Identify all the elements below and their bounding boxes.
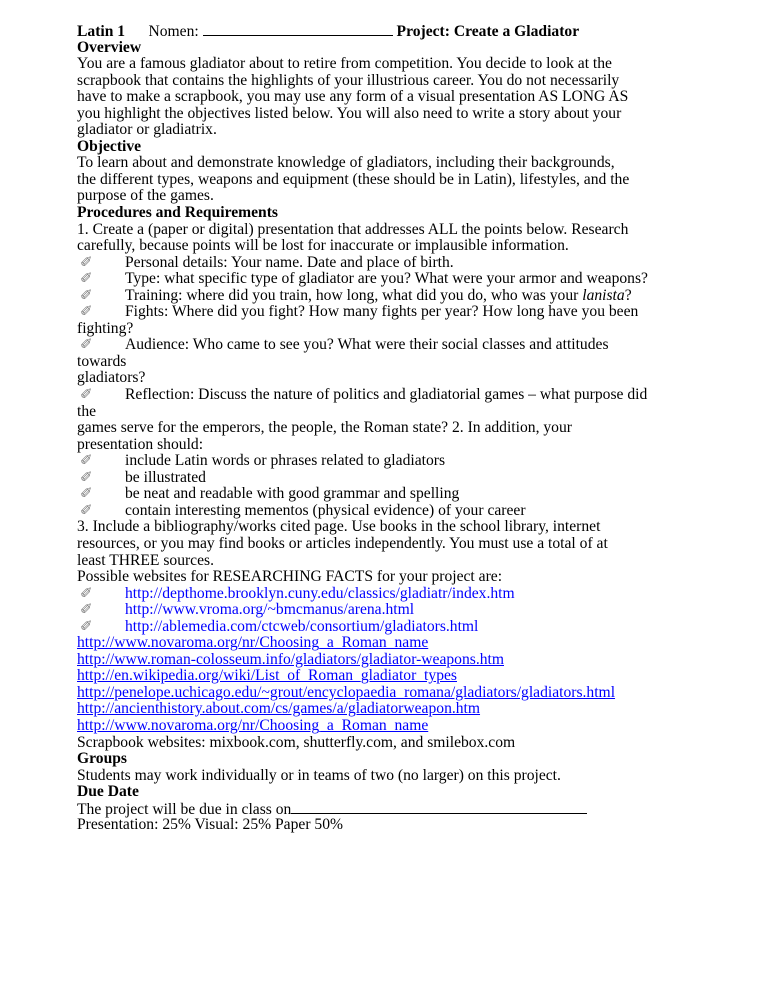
- link[interactable]: http://depthome.brooklyn.cuny.edu/classics/gladiatr/index.htm: [125, 584, 515, 602]
- paragraph-line: resources, or you may find books or articles independently. You must use a total of at: [77, 534, 608, 552]
- link-line: [77, 668, 757, 685]
- bullet-text: contain interesting mementos (physical evidence) of your career: [125, 501, 526, 519]
- bullet-text: be neat and readable with good grammar and spelling: [125, 485, 460, 503]
- bullet-text: include Latin words or phrases related to gladiators: [125, 452, 446, 470]
- link[interactable]: http://www.vroma.org/~bmcmanus/arena.html: [125, 601, 415, 619]
- bullet-text: be illustrated: [125, 468, 206, 486]
- pencil-bullet-icon: ✐: [80, 469, 93, 486]
- pencil-bullet-icon: ✐: [80, 387, 93, 404]
- pencil-bullet-icon: ✐: [80, 337, 93, 354]
- paragraph-line: You are a famous gladiator about to retire from competition. You decide to look at the: [77, 55, 612, 73]
- link[interactable]: http://en.wikipedia.org/wiki/List_of_Roman_gladiator_types: [77, 667, 457, 685]
- paragraph-line: towards: [77, 352, 127, 370]
- document-body: [77, 23, 757, 834]
- bullet-text: Type: what specific type of gladiator are you? What were your armor and weapons?: [125, 270, 648, 288]
- link[interactable]: http://www.roman-colosseum.info/gladiators/gladiator-weapons.htm: [77, 650, 504, 668]
- paragraph-line: gladiators?: [77, 369, 146, 387]
- paragraph-line: you highlight the objectives listed below. You will also need to write a story about your: [77, 104, 622, 122]
- section-heading: Objective: [77, 137, 142, 155]
- link-line: [77, 635, 757, 652]
- due-date-blank[interactable]: [291, 801, 587, 814]
- link[interactable]: http://penelope.uchicago.edu/~grout/encyclopaedia_romana/gladiators/gladiators.html: [77, 683, 616, 701]
- pencil-bullet-icon: ✐: [80, 585, 93, 602]
- bullet-text: Personal details: Your name. Date and place of birth.: [125, 253, 454, 271]
- name-blank[interactable]: [203, 23, 393, 36]
- due-date-label: The project will be due in class on: [77, 800, 292, 818]
- paragraph-line: 1. Create a (paper or digital) presentation that addresses ALL the points below. Research: [77, 220, 629, 238]
- paragraph-line: have to make a scrapbook, you may use any form of a visual presentation AS LONG AS: [77, 88, 629, 106]
- paragraph-line: the: [77, 402, 97, 420]
- bullet-item: [77, 586, 757, 603]
- pencil-bullet-icon: ✐: [80, 287, 93, 304]
- paragraph-line: Scrapbook websites: mixbook.com, shutterfly.com, and smilebox.com: [77, 733, 516, 751]
- bullet-item: [77, 453, 757, 470]
- pencil-bullet-icon: ✐: [80, 453, 93, 470]
- paragraph-line: purpose of the games.: [77, 187, 214, 205]
- paragraph-line: gladiator or gladiatrix.: [77, 121, 217, 139]
- bullet-item: [77, 619, 757, 636]
- bullet-item: [77, 288, 757, 305]
- bullet-item: [77, 503, 757, 520]
- italic-term: lanista: [582, 286, 625, 304]
- course-label: Latin 1: [77, 23, 126, 40]
- bullet-text: Audience: Who came to see you? What were their social classes and attitudes: [125, 336, 609, 354]
- bullet-text-end: ?: [624, 286, 632, 304]
- pencil-bullet-icon: ✐: [80, 271, 93, 288]
- section-heading: Due Date: [77, 783, 139, 801]
- pencil-bullet-icon: ✐: [80, 618, 93, 635]
- paragraph-line: carefully, because points will be lost for inaccurate or implausible information.: [77, 237, 569, 255]
- pencil-bullet-icon: ✐: [80, 304, 93, 321]
- link-line: [77, 718, 757, 735]
- bullet-item: [77, 486, 757, 503]
- bullet-item: [77, 602, 757, 619]
- due-date-line: [77, 801, 757, 818]
- pencil-bullet-icon: ✐: [80, 486, 93, 503]
- paragraph-line: Students may work individually or in teams of two (no larger) on this project.: [77, 766, 561, 784]
- section-heading: Procedures and Requirements: [77, 204, 278, 222]
- paragraph-line: To learn about and demonstrate knowledge of gladiators, including their backgrounds,: [77, 154, 615, 172]
- bullet-text: Training: where did you train, how long, what did you do, who was your: [125, 286, 583, 304]
- paragraph-line: scrapbook that contains the highlights of your illustrious career. You do not necessarily: [77, 71, 620, 89]
- bullet-item: [77, 387, 757, 404]
- header-line: [77, 23, 757, 40]
- paragraph-line: the different types, weapons and equipment (these should be in Latin), lifestyles, and the: [77, 170, 630, 188]
- paragraph-line: presentation should:: [77, 435, 204, 453]
- bullet-text: Reflection: Discuss the nature of politics and gladiatorial games – what purpose did: [125, 386, 648, 404]
- bullet-item: [77, 304, 757, 321]
- paragraph-line: games serve for the emperors, the people, the Roman state? 2. In addition, your: [77, 419, 572, 437]
- link[interactable]: http://ablemedia.com/ctcweb/consortium/gladiators.html: [125, 617, 479, 635]
- link-line: [77, 685, 757, 702]
- bullet-item: [77, 271, 757, 288]
- link-line: [77, 701, 757, 718]
- pencil-bullet-icon: ✐: [80, 254, 93, 271]
- project-title: Project: Create a Gladiator: [396, 23, 580, 40]
- bullet-item: [77, 255, 757, 272]
- section-heading: Groups: [77, 750, 127, 768]
- pencil-bullet-icon: ✐: [80, 602, 93, 619]
- section-heading: Overview: [77, 38, 142, 56]
- paragraph-line: Possible websites for RESEARCHING FACTS for your project are:: [77, 568, 503, 586]
- link[interactable]: http://www.novaroma.org/nr/Choosing_a_Roman_name: [77, 634, 429, 652]
- paragraph-line: 3. Include a bibliography/works cited page. Use books in the school library, internet: [77, 518, 601, 536]
- pencil-bullet-icon: ✐: [80, 502, 93, 519]
- bullet-text: Fights: Where did you fight? How many fights per year? How long have you been: [125, 303, 639, 321]
- link[interactable]: http://ancienthistory.about.com/cs/games/a/gladiatorweapon.htm: [77, 700, 481, 718]
- link[interactable]: http://www.novaroma.org/nr/Choosing_a_Roman_name: [77, 716, 429, 734]
- link-line: [77, 652, 757, 669]
- paragraph-line: Presentation: 25% Visual: 25% Paper 50%: [77, 816, 343, 834]
- bullet-item: [77, 470, 757, 487]
- bullet-item: [77, 337, 757, 354]
- paragraph-line: least THREE sources.: [77, 551, 214, 569]
- name-label: Nomen:: [148, 23, 199, 40]
- paragraph-line: fighting?: [77, 319, 134, 337]
